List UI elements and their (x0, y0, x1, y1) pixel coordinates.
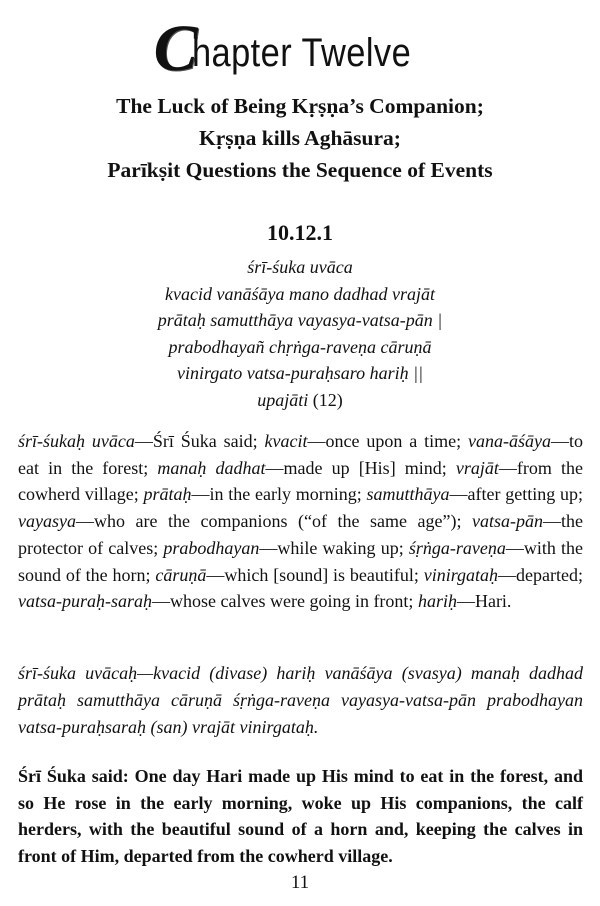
synonym-meaning: —once upon a time; (307, 431, 468, 451)
sanskrit-verse (0, 254, 600, 413)
chapter-subtitle (0, 90, 600, 186)
synonym-meaning: —departed; (498, 564, 584, 585)
synonym-meaning: —who are the companions (“of the same age”); (75, 511, 472, 532)
verse-meter (0, 387, 600, 414)
prose-order: śrī-śuka uvācaḥ—kvacid (divase) hariḥ vanāśāya (svasya) manaḥ dadhad prātaḥ samutthāya cāruṇā śṛṅga-raveṇa vayasya-vatsa-pān prabodhayan vatsa-puraḥsaraḥ (san) vrajāt vinirgataḥ. (18, 663, 583, 737)
synonym-meaning: —after getting up; (449, 484, 583, 505)
page-number: 11 (290, 872, 310, 893)
synonym-term: hariḥ (417, 591, 457, 612)
synonym-term: manaḥ dadhat (157, 457, 266, 478)
word-for-word-synonyms (18, 428, 583, 615)
synonym-term: prātaḥ (143, 484, 192, 505)
synonym-term: cāruṇā (155, 564, 207, 585)
verse-line: prabodhayañ chṛṅga-raveṇa cāruṇā (168, 336, 432, 357)
synonym-meaning: —made up [His] mind; (265, 457, 456, 478)
synonym-meaning: —Hari. (456, 591, 512, 612)
synonym-meaning: —while waking up; (259, 537, 409, 558)
verse-line: kvacid vanāśāya mano dadhad vrajāt (165, 283, 435, 304)
synonym-meaning: —the protector of calves; (18, 511, 583, 558)
synonym-term: śrī-śukaḥ uvāca (18, 431, 135, 451)
synonym-meaning: —with the sound of the horn; (18, 537, 584, 585)
translation: Śrī Śuka said: One day Hari made up His mind to eat in the forest, and so He rose in the early morning, woke up His companions, the calf herders, with the beautiful sound of a horn and, keeping the calves in front of Him, departed from the cowherd village. (18, 766, 583, 866)
verse-number: 10.12.1 (267, 220, 333, 245)
chapter-title-text: hapter Twelve (191, 31, 411, 75)
meter-number: (12) (312, 389, 343, 410)
synonym-term: kvacit (264, 431, 308, 451)
synonym-term: vana-āśāya (467, 431, 551, 451)
synonym-term: vrajāt (455, 457, 499, 478)
subtitle-line: Parīkṣit Questions the Sequence of Events (107, 158, 493, 182)
verse-line: śrī-śuka uvāca (247, 257, 353, 277)
verse-line: prātaḥ samutthāya vayasya-vatsa-pān | (157, 310, 443, 330)
synonym-meaning: —in the early morning; (191, 484, 367, 505)
verse-line: vinirgato vatsa-puraḥsaro hariḥ || (176, 363, 424, 383)
subtitle-line: The Luck of Being Kṛṣṇa’s Companion; (116, 94, 484, 118)
synonym-term: vayasya (18, 511, 76, 532)
subtitle-line: Kṛṣṇa kills Aghāsura; (199, 126, 401, 150)
synonym-meaning: —from the cowherd village; (18, 457, 583, 505)
synonym-meaning: —which [sound] is beautiful; (206, 564, 424, 585)
synonym-term: vatsa-puraḥ-saraḥ (18, 591, 152, 612)
synonym-term: prabodhayan (163, 537, 260, 558)
meter-name: upajāti (257, 389, 309, 410)
synonym-term: samutthāya (366, 484, 450, 505)
synonym-term: vatsa-pān (472, 511, 543, 532)
synonym-meaning: —whose calves were going in front; (152, 591, 418, 612)
chapter-title (0, 10, 600, 85)
synonym-term: śṛṅga-raveṇa (408, 537, 506, 558)
synonym-meaning: —Śrī Śuka said; (134, 431, 265, 451)
synonym-term: vinirgataḥ (423, 564, 499, 585)
ornate-drop-cap: C (153, 12, 196, 85)
synonym-meaning: —to eat in the forest; (18, 431, 583, 478)
